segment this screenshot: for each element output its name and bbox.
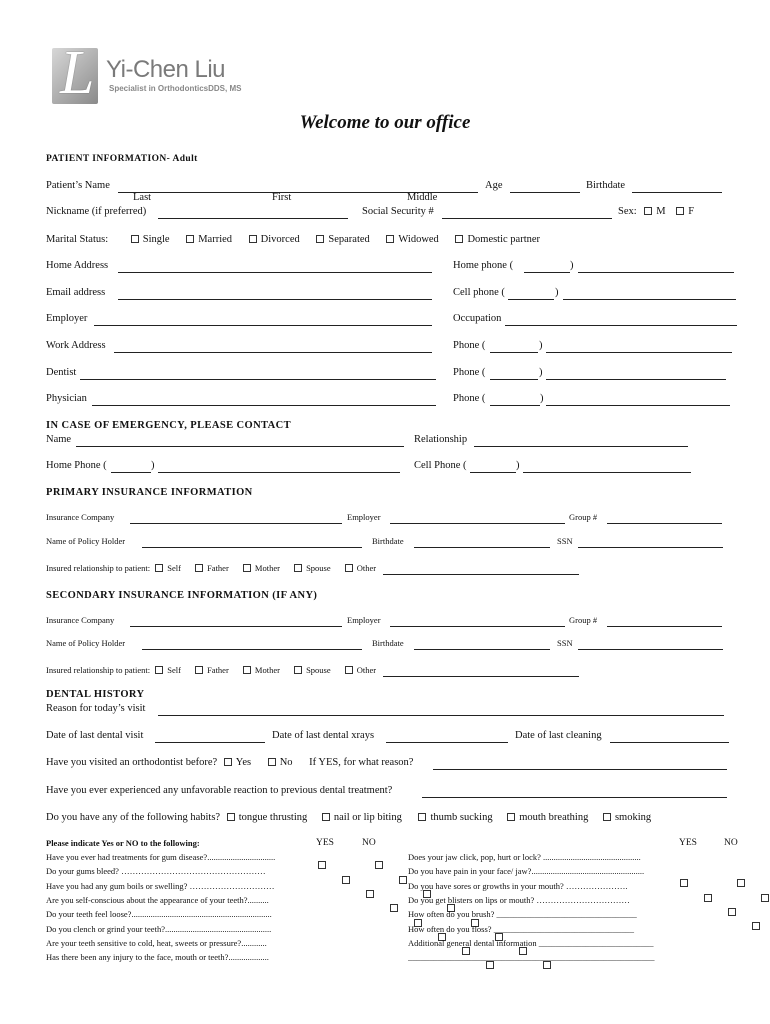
emergency-home-area-field[interactable] bbox=[111, 472, 151, 473]
ssn-field[interactable] bbox=[442, 218, 612, 219]
habit-nail-checkbox[interactable] bbox=[322, 813, 330, 821]
unfavorable-label: Have you ever experienced any unfavorable reaction to previous dental treatment? bbox=[46, 785, 393, 796]
secondary-ssn-label: SSN bbox=[557, 638, 573, 648]
question-text: Are your teeth sensitive to cold, heat, sweets or pressure?............ bbox=[46, 937, 267, 948]
email-label: Email address bbox=[46, 287, 106, 298]
question-text: __________________________________________________________ bbox=[408, 952, 655, 963]
question-no-checkbox[interactable] bbox=[761, 894, 769, 902]
patient-name-label: Patient’s Name bbox=[46, 180, 110, 191]
question-text: Do your gums bleed? …………………………………………… bbox=[46, 866, 266, 877]
last-xrays-field[interactable] bbox=[386, 742, 508, 743]
physician-label: Physician bbox=[46, 393, 87, 404]
age-label: Age bbox=[485, 180, 503, 191]
page-title: Welcome to our office bbox=[299, 112, 471, 133]
question-text: Do your teeth feel loose?.................................................................. bbox=[46, 909, 272, 920]
sex-f-checkbox[interactable] bbox=[676, 207, 684, 215]
last-visit-label: Date of last dental visit bbox=[46, 730, 144, 741]
sex-f-label: F bbox=[688, 206, 695, 217]
last-xrays-label: Date of last dental xrays bbox=[272, 730, 375, 741]
home-address-label: Home Address bbox=[46, 260, 109, 271]
physician-phone-label: Phone ( bbox=[453, 393, 486, 404]
marital-label: Marital Status: bbox=[46, 234, 109, 245]
cell-phone-label: Cell phone ( bbox=[453, 287, 505, 298]
birthdate-label: Birthdate bbox=[586, 180, 626, 191]
ortho-reason-field[interactable] bbox=[433, 769, 727, 770]
physician-field[interactable] bbox=[92, 405, 436, 406]
physician-phone-field[interactable] bbox=[546, 405, 730, 406]
rel-option: Other bbox=[356, 563, 377, 573]
primary-relationship-label: Insured relationship to patient: bbox=[46, 563, 151, 573]
primary-self-checkbox[interactable] bbox=[155, 564, 163, 572]
primary-employer-label: Employer bbox=[347, 512, 381, 522]
logo-name: Yi-Chen Liu bbox=[106, 56, 226, 83]
question-text: Does your jaw click, pop, hurt or lock? .............................................. bbox=[408, 852, 641, 862]
marital-option: Separated bbox=[328, 234, 370, 245]
habit-thumb-checkbox[interactable] bbox=[418, 813, 426, 821]
work-phone-field[interactable] bbox=[546, 352, 732, 353]
question-yes-checkbox[interactable] bbox=[366, 890, 374, 898]
cell-phone-field[interactable] bbox=[563, 299, 736, 300]
paren: ) bbox=[540, 393, 544, 404]
work-phone-label: Phone ( bbox=[453, 340, 486, 351]
emergency-cell-phone-label: Cell Phone ( bbox=[414, 460, 467, 471]
question-text: How often do you brush? _________________________________ bbox=[408, 909, 637, 920]
secondary-company-field[interactable] bbox=[130, 626, 342, 627]
secondary-spouse-checkbox[interactable] bbox=[294, 666, 302, 674]
secondary-other-field[interactable] bbox=[383, 676, 579, 677]
dentist-phone-label: Phone ( bbox=[453, 367, 486, 378]
paren: ) bbox=[539, 367, 543, 378]
emergency-relationship-label: Relationship bbox=[414, 434, 468, 445]
habits-row bbox=[46, 812, 651, 823]
marital-separated-checkbox[interactable] bbox=[316, 235, 324, 243]
rel-option: Self bbox=[167, 563, 181, 573]
primary-heading: PRIMARY INSURANCE INFORMATION bbox=[46, 487, 253, 498]
habit-option: nail or lip biting bbox=[333, 812, 402, 823]
question-text: Has there been any injury to the face, mouth or teeth?................... bbox=[46, 952, 269, 963]
marital-option: Married bbox=[198, 234, 233, 245]
primary-holder-field[interactable] bbox=[142, 547, 362, 548]
question-text: Do you have sores or growths in your mouth? …………………. bbox=[408, 880, 628, 891]
question-text: Have you had any gum boils or swelling? ………………………… bbox=[46, 880, 275, 891]
emergency-heading: IN CASE OF EMERGENCY, PLEASE CONTACT bbox=[46, 420, 292, 431]
secondary-heading: SECONDARY INSURANCE INFORMATION (IF ANY) bbox=[46, 590, 318, 601]
primary-relationship-row bbox=[46, 563, 376, 573]
unfavorable-field[interactable] bbox=[422, 797, 727, 798]
last-visit-field[interactable] bbox=[155, 742, 265, 743]
employer-label: Employer bbox=[46, 313, 88, 324]
work-address-label: Work Address bbox=[46, 340, 106, 351]
primary-other-field[interactable] bbox=[383, 574, 579, 575]
secondary-birthdate-field[interactable] bbox=[414, 649, 550, 650]
emergency-name-label: Name bbox=[46, 434, 72, 445]
question-text: Do you clench or grind your teeth?.................................................. bbox=[46, 923, 272, 934]
secondary-relationship-row bbox=[46, 665, 376, 675]
marital-married-checkbox[interactable] bbox=[186, 235, 194, 243]
secondary-group-field[interactable] bbox=[607, 626, 722, 627]
work-address-field[interactable] bbox=[114, 352, 432, 353]
marital-option: Single bbox=[142, 234, 170, 245]
habit-option: mouth breathing bbox=[519, 812, 589, 823]
secondary-employer-field[interactable] bbox=[390, 626, 565, 627]
ortho-no-checkbox[interactable] bbox=[268, 758, 276, 766]
primary-spouse-checkbox[interactable] bbox=[294, 564, 302, 572]
primary-birthdate-field[interactable] bbox=[414, 547, 550, 548]
nickname-field[interactable] bbox=[158, 218, 348, 219]
dentist-phone-field[interactable] bbox=[546, 379, 726, 380]
home-phone-label: Home phone ( bbox=[453, 260, 514, 271]
sex-row bbox=[618, 206, 694, 217]
primary-ssn-label: SSN bbox=[557, 536, 573, 546]
secondary-father-checkbox[interactable] bbox=[195, 666, 203, 674]
email-field[interactable] bbox=[118, 299, 432, 300]
secondary-other-checkbox[interactable] bbox=[345, 666, 353, 674]
ortho-yes-label: Yes bbox=[235, 757, 252, 768]
paren: ) bbox=[555, 287, 559, 298]
dentist-phone-area-field[interactable] bbox=[490, 379, 538, 380]
question-text: Do you have pain in your face/ jaw?..................................................... bbox=[408, 866, 645, 877]
question-yes-checkbox[interactable] bbox=[342, 876, 350, 884]
secondary-mother-checkbox[interactable] bbox=[243, 666, 251, 674]
question-yes-checkbox[interactable] bbox=[390, 904, 398, 912]
rel-option: Spouse bbox=[306, 563, 331, 573]
occupation-field[interactable] bbox=[505, 325, 737, 326]
habit-option: thumb sucking bbox=[430, 812, 493, 823]
habit-option: tongue thrusting bbox=[238, 812, 308, 823]
secondary-company-label: Insurance Company bbox=[46, 615, 115, 625]
sex-m-label: M bbox=[656, 206, 666, 217]
marital-single-checkbox[interactable] bbox=[131, 235, 139, 243]
secondary-holder-label: Name of Policy Holder bbox=[46, 638, 126, 648]
marital-widowed-checkbox[interactable] bbox=[386, 235, 394, 243]
secondary-employer-label: Employer bbox=[347, 615, 381, 625]
question-text: Do you get blisters on lips or mouth? …………………………… bbox=[408, 894, 630, 905]
primary-birthdate-label: Birthdate bbox=[372, 536, 404, 546]
home-phone-area-field[interactable] bbox=[524, 272, 570, 273]
question-yes-checkbox[interactable] bbox=[318, 861, 326, 869]
primary-other-checkbox[interactable] bbox=[345, 564, 353, 572]
rel-option: Father bbox=[207, 665, 229, 675]
physician-phone-area-field[interactable] bbox=[490, 405, 540, 406]
question-text: How often do you floss? _________________________________ bbox=[408, 923, 634, 934]
question-text: Are you self-conscious about the appearance of your teeth?.......... bbox=[46, 894, 269, 905]
question-text: Additional general dental information ___________________________ bbox=[408, 937, 654, 948]
birthdate-field[interactable] bbox=[632, 192, 722, 193]
questionnaire-heading: Please indicate Yes or NO to the following: bbox=[46, 838, 200, 848]
middle-caption: Middle bbox=[407, 192, 438, 203]
primary-group-label: Group # bbox=[569, 512, 598, 522]
last-cleaning-field[interactable] bbox=[610, 742, 729, 743]
rel-option: Self bbox=[167, 665, 181, 675]
emergency-cell-phone-field[interactable] bbox=[523, 472, 691, 473]
ssn-label: Social Security # bbox=[362, 206, 434, 217]
emergency-relationship-field[interactable] bbox=[474, 446, 688, 447]
primary-ssn-field[interactable] bbox=[578, 547, 723, 548]
left-yes-header: YES bbox=[316, 838, 334, 848]
dental-heading: DENTAL HISTORY bbox=[46, 689, 145, 700]
secondary-holder-field[interactable] bbox=[142, 649, 362, 650]
dentist-label: Dentist bbox=[46, 367, 77, 378]
primary-employer-field[interactable] bbox=[390, 523, 565, 524]
marital-divorced-checkbox[interactable] bbox=[249, 235, 257, 243]
question-no-checkbox[interactable] bbox=[543, 961, 551, 969]
primary-mother-checkbox[interactable] bbox=[243, 564, 251, 572]
paren: ) bbox=[539, 340, 543, 351]
age-field[interactable] bbox=[510, 192, 580, 193]
marital-option: Widowed bbox=[398, 234, 439, 245]
marital-domestic-checkbox[interactable] bbox=[455, 235, 463, 243]
sex-m-checkbox[interactable] bbox=[644, 207, 652, 215]
rel-option: Mother bbox=[254, 563, 280, 573]
last-caption: Last bbox=[133, 192, 152, 203]
primary-group-field[interactable] bbox=[607, 523, 722, 524]
rel-option: Mother bbox=[254, 665, 280, 675]
marital-row bbox=[46, 234, 554, 245]
marital-option: Domestic partner bbox=[467, 234, 541, 245]
primary-holder-label: Name of Policy Holder bbox=[46, 536, 126, 546]
work-phone-area-field[interactable] bbox=[490, 352, 538, 353]
nickname-label: Nickname (if preferred) bbox=[46, 206, 147, 217]
habit-option: smoking bbox=[614, 812, 652, 823]
ortho-yes-checkbox[interactable] bbox=[224, 758, 232, 766]
last-cleaning-label: Date of last cleaning bbox=[515, 730, 602, 741]
rel-option: Other bbox=[356, 665, 377, 675]
paren: ) bbox=[570, 260, 574, 271]
reason-label: Reason for today’s visit bbox=[46, 703, 146, 714]
secondary-self-checkbox[interactable] bbox=[155, 666, 163, 674]
sex-label: Sex: bbox=[618, 206, 637, 217]
emergency-home-phone-field[interactable] bbox=[158, 472, 400, 473]
patient-heading: PATIENT INFORMATION- Adult bbox=[46, 154, 198, 164]
habit-smoking-checkbox[interactable] bbox=[603, 813, 611, 821]
left-no-header: NO bbox=[362, 838, 376, 848]
question-text: Have you ever had treatments for gum disease?................................ bbox=[46, 852, 276, 862]
question-yes-checkbox[interactable] bbox=[752, 922, 760, 930]
home-phone-field[interactable] bbox=[578, 272, 734, 273]
cell-phone-area-field[interactable] bbox=[508, 299, 554, 300]
primary-company-label: Insurance Company bbox=[46, 512, 115, 522]
question-no-checkbox[interactable] bbox=[399, 876, 407, 884]
emergency-name-field[interactable] bbox=[76, 446, 404, 447]
secondary-relationship-label: Insured relationship to patient: bbox=[46, 665, 151, 675]
question-no-checkbox[interactable] bbox=[375, 861, 383, 869]
ortho-row bbox=[46, 757, 413, 768]
right-yes-header: YES bbox=[679, 838, 697, 848]
first-caption: First bbox=[272, 192, 292, 203]
secondary-birthdate-label: Birthdate bbox=[372, 638, 404, 648]
right-no-header: NO bbox=[724, 838, 738, 848]
habit-tongue-checkbox[interactable] bbox=[227, 813, 235, 821]
question-yes-checkbox[interactable] bbox=[486, 961, 494, 969]
question-no-checkbox[interactable] bbox=[737, 879, 745, 887]
rel-option: Father bbox=[207, 563, 229, 573]
dentist-field[interactable] bbox=[80, 379, 436, 380]
paren: ) bbox=[516, 460, 520, 471]
secondary-ssn-field[interactable] bbox=[578, 649, 723, 650]
rel-option: Spouse bbox=[306, 665, 331, 675]
home-address-field[interactable] bbox=[118, 272, 432, 273]
occupation-label: Occupation bbox=[453, 313, 502, 324]
secondary-group-label: Group # bbox=[569, 615, 598, 625]
ortho-no-label: No bbox=[279, 757, 293, 768]
habit-mouth-checkbox[interactable] bbox=[507, 813, 515, 821]
emergency-home-phone-label: Home Phone ( bbox=[46, 460, 107, 471]
ortho-question: Have you visited an orthodontist before? bbox=[46, 757, 218, 768]
habits-label: Do you have any of the following habits? bbox=[46, 812, 221, 823]
marital-option: Divorced bbox=[260, 234, 300, 245]
primary-father-checkbox[interactable] bbox=[195, 564, 203, 572]
reason-field[interactable] bbox=[158, 715, 724, 716]
emergency-cell-area-field[interactable] bbox=[470, 472, 516, 473]
primary-company-field[interactable] bbox=[130, 523, 342, 524]
ortho-reason-label: If YES, for what reason? bbox=[309, 757, 414, 768]
employer-field[interactable] bbox=[94, 325, 432, 326]
paren: ) bbox=[151, 460, 155, 471]
logo-subtitle: Specialist in OrthodonticsDDS, MS bbox=[109, 84, 242, 93]
logo-letter: L bbox=[60, 39, 95, 107]
